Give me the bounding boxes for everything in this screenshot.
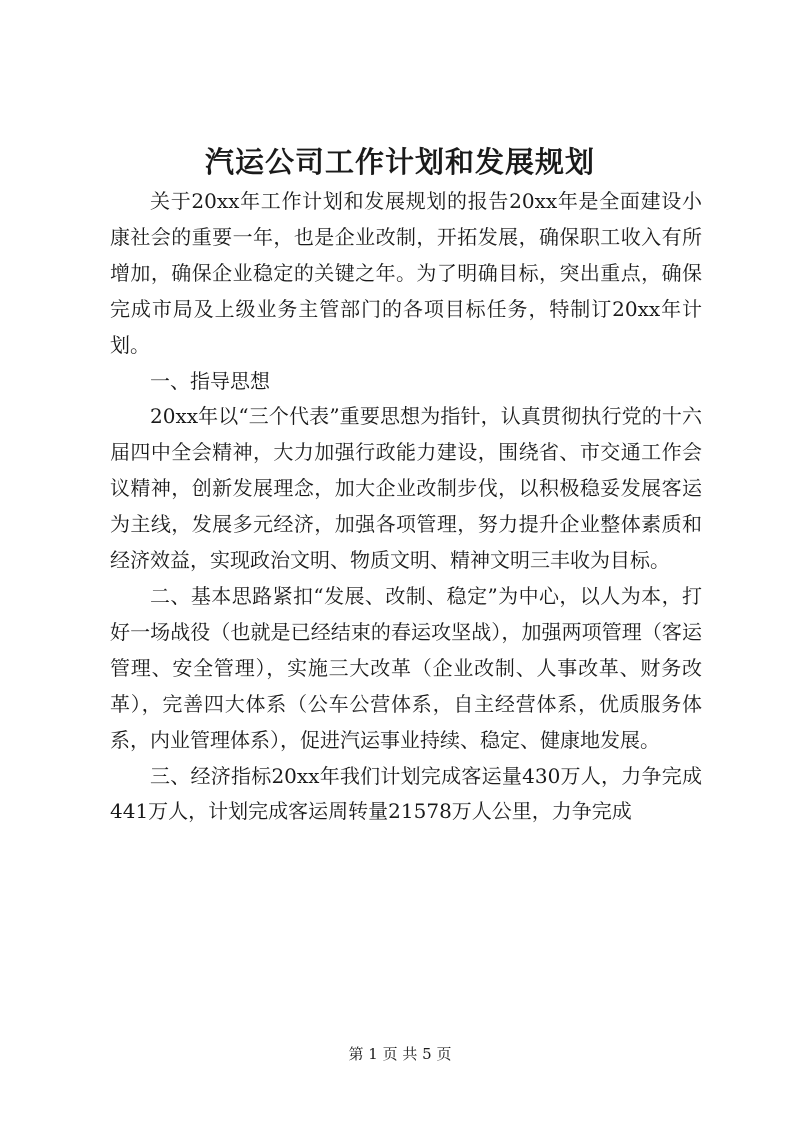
section-heading-guiding-thought: 一、指导思想 — [150, 368, 270, 393]
page-number-footer: 第 1 页 共 5 页 — [348, 1045, 452, 1063]
basic-approach-paragraph: 二、基本思路紧扣“发展、改制、稳定”为中心，以人为本，打好一场战役（也就是已经结束的春运攻坚战），加强两项管理（客运管理、安全管理），实施三大改革（企业改制、人事改革、财务改革），完善四大体系（公车公营体系，自主经营体系，优质服务体系，内业管理体系），促进汽运事业持续、稳定、健康地发展。 — [110, 583, 702, 752]
document-title: 汽运公司工作计划和发展规划 — [204, 145, 595, 179]
intro-paragraph: 关于20xx年工作计划和发展规划的报告20xx年是全面建设小康社会的重要一年，也是企业改制，开拓发展，确保职工收入有所增加，确保企业稳定的关键之年。为了明确目标，突出重点，确保完成市局及上级业务主管部门的各项目标任务，特制订20xx年计划。 — [110, 189, 702, 357]
guiding-thought-paragraph: 20xx年以“三个代表”重要思想为指针，认真贯彻执行党的十六届四中全会精神，大力加强行政能力建设，围绕省、市交通工作会议精神，创新发展理念，加大企业改制步伐，以积极稳妥发展客运为主线，发展多元经济，加强各项管理，努力提升企业整体素质和经济效益，实现政治文明、物质文明、精神文明三丰收为目标。 — [110, 404, 702, 573]
economic-indicators-paragraph: 三、经济指标20xx年我们计划完成客运量430万人，力争完成441万人，计划完成客运周转量21578万人公里，力争完成 — [110, 763, 702, 824]
document-body — [110, 184, 702, 830]
